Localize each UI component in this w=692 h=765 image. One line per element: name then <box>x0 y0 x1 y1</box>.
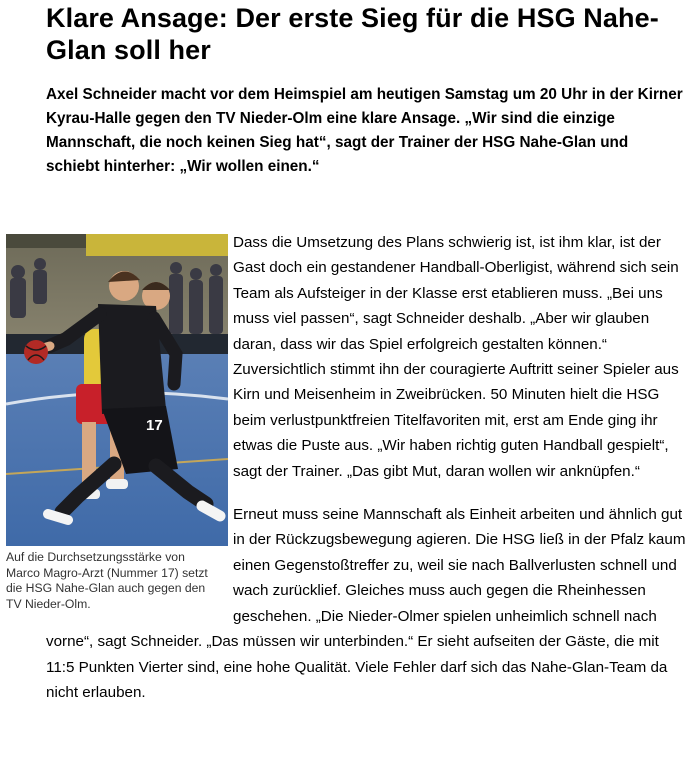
jersey-number: 17 <box>146 417 163 434</box>
article-figure <box>6 234 210 612</box>
headline: Klare Ansage: Der erste Sieg für die HSG Nahe-Glan soll her <box>46 3 659 65</box>
photo-caption: Auf die Durchsetzungsstärke von Marco Magro-Arzt (Nummer 17) setzt die HSG Nahe-Glan auch gegen den TV Nieder-Olm. <box>6 550 208 611</box>
body-paragraph-1: Dass die Umsetzung des Plans schwierig ist, ist ihm klar, ist der Gast doch ein gestandener Handball-Oberligist, während sich sein Team als Aufsteiger in der Klasse erst etablieren muss. „Bei uns muss viel passen“, sagt Schneider deshalb. „Aber wir glauben daran, dass wir das Spiel erfolgreich gestalten können.“ Zuversichtlich stimmt ihn der couragierte Auftritt seiner Spieler aus Kirn und Meisenheim in Zweibrücken. 50 Minuten hielt die HSG beim verlustpunktfreien Titelfavoriten mit, erst am Ende ging ihr etwas die Puste aus. „Wir haben richtig guten Handball gespielt“, sagt der Trainer. „Das gibt Mut, daran wollen wir anknüpfen.“ <box>233 234 679 480</box>
lead-paragraph: Axel Schneider macht vor dem Heimspiel am heutigen Samstag um 20 Uhr in der Kirner Kyrau-Halle gegen den TV Nieder-Olm eine klare Ansage. „Wir sind die einzige Mannschaft, die noch keinen Sieg hat“, sagt der Trainer der HSG Nahe-Glan und schiebt hinterher: „Wir wollen einen.“ <box>46 86 683 175</box>
handball-photo[interactable] <box>6 234 228 546</box>
photo-illustration <box>6 234 228 546</box>
article-body <box>6 230 686 705</box>
body-paragraph-2: Erneut muss seine Mannschaft als Einheit arbeiten und ähnlich gut in der Rückzugsbewegung agieren. Die HSG ließ in der Pfalz kaum einen Gegenstoßtreffer zu, weil sie nach Ballverlusten schnell und wach zurücklief. Gleiches muss auch gegen die Rheinhessen geschehen. „Die Nieder-Olmer spielen unheimlich schnell nach vorne“, sagt Schneider. „Das müssen wir unterbinden.“ Er sieht aufseiten der Gäste, die mit 11:5 Punkten Vierter sind, eine hohe Qualität. Viele Fehler darf sich das Nahe-Glan-Team da nicht erlauben. <box>46 506 686 701</box>
